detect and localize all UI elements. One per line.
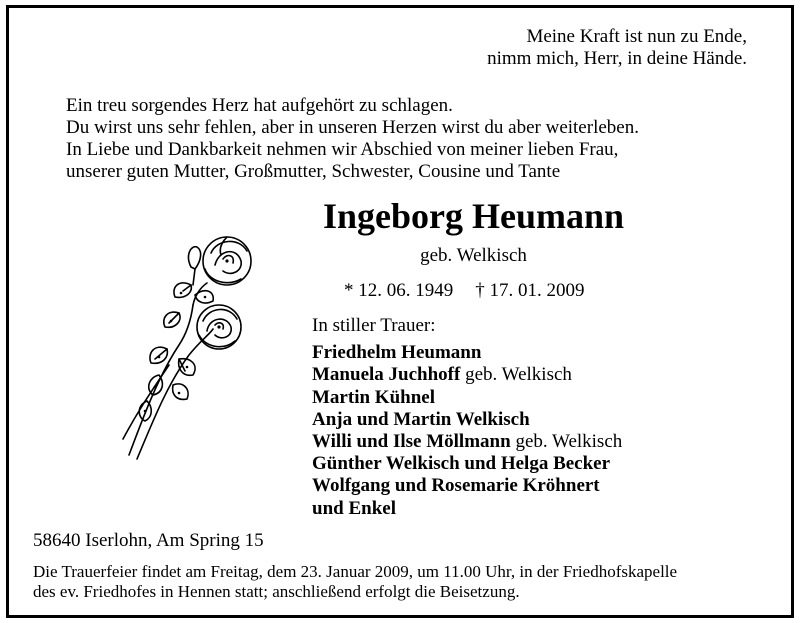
verse	[487, 26, 747, 70]
mourner-entry	[312, 364, 622, 386]
mourner-entry	[312, 475, 622, 497]
obituary-frame	[6, 5, 794, 618]
mourner-name: Friedhelm Heumann	[312, 342, 482, 364]
mourner-name: Martin Kühnel	[312, 386, 435, 408]
intro-line: unserer guten Mutter, Großmutter, Schwester, Cousine und Tante	[66, 161, 561, 182]
mourner-name: Wolfgang und Rosemarie Kröhnert	[312, 475, 600, 497]
mourner-entry	[312, 431, 622, 453]
mourner-note: geb. Welkisch	[460, 364, 572, 386]
mourner-name: Manuela Juchhoff	[312, 364, 461, 386]
mourner-note: geb. Welkisch	[510, 431, 623, 453]
mourner-entry	[312, 409, 622, 431]
intro-line: In Liebe und Dankbarkeit nehmen wir Abschied von meiner lieben Frau,	[66, 139, 619, 160]
rose-illustration	[109, 225, 259, 465]
mourner-entry	[312, 387, 622, 409]
verse-line: nimm mich, Herr, in deine Hände.	[487, 48, 747, 69]
mourner-entry	[312, 453, 622, 475]
mourner-name: Anja und Martin Welkisch	[312, 408, 530, 430]
mourner-name: und Enkel	[312, 497, 396, 519]
life-dates	[344, 280, 585, 302]
death-date: † 17. 01. 2009	[475, 280, 585, 301]
intro-line: Du wirst uns sehr fehlen, aber in unseren Herzen wirst du aber weiterleben.	[66, 117, 639, 138]
address: 58640 Iserlohn, Am Spring 15	[33, 530, 264, 551]
funeral-line: Die Trauerfeier findet am Freitag, dem 23. Januar 2009, um 11.00 Uhr, in der Friedhofskapelle	[33, 562, 678, 581]
maiden-name: geb. Welkisch	[420, 245, 527, 266]
mourner-entry	[312, 498, 622, 520]
mourner-name: Willi und Ilse Möllmann	[312, 431, 511, 453]
intro-line: Ein treu sorgendes Herz hat aufgehört zu schlagen.	[66, 95, 453, 116]
intro-text	[66, 95, 639, 183]
mourners-list	[312, 315, 622, 520]
verse-line: Meine Kraft ist nun zu Ende,	[526, 26, 747, 47]
funeral-line: des ev. Friedhofes in Hennen statt; anschließend erfolgt die Beisetzung.	[33, 582, 520, 601]
funeral-notice	[33, 562, 677, 602]
birth-date: * 12. 06. 1949	[344, 280, 454, 301]
mourners-heading: In stiller Trauer:	[312, 315, 436, 336]
deceased-name: Ingeborg Heumann	[322, 196, 625, 236]
mourner-entry	[312, 342, 622, 364]
mourner-name: Günther Welkisch und Helga Becker	[312, 453, 611, 475]
